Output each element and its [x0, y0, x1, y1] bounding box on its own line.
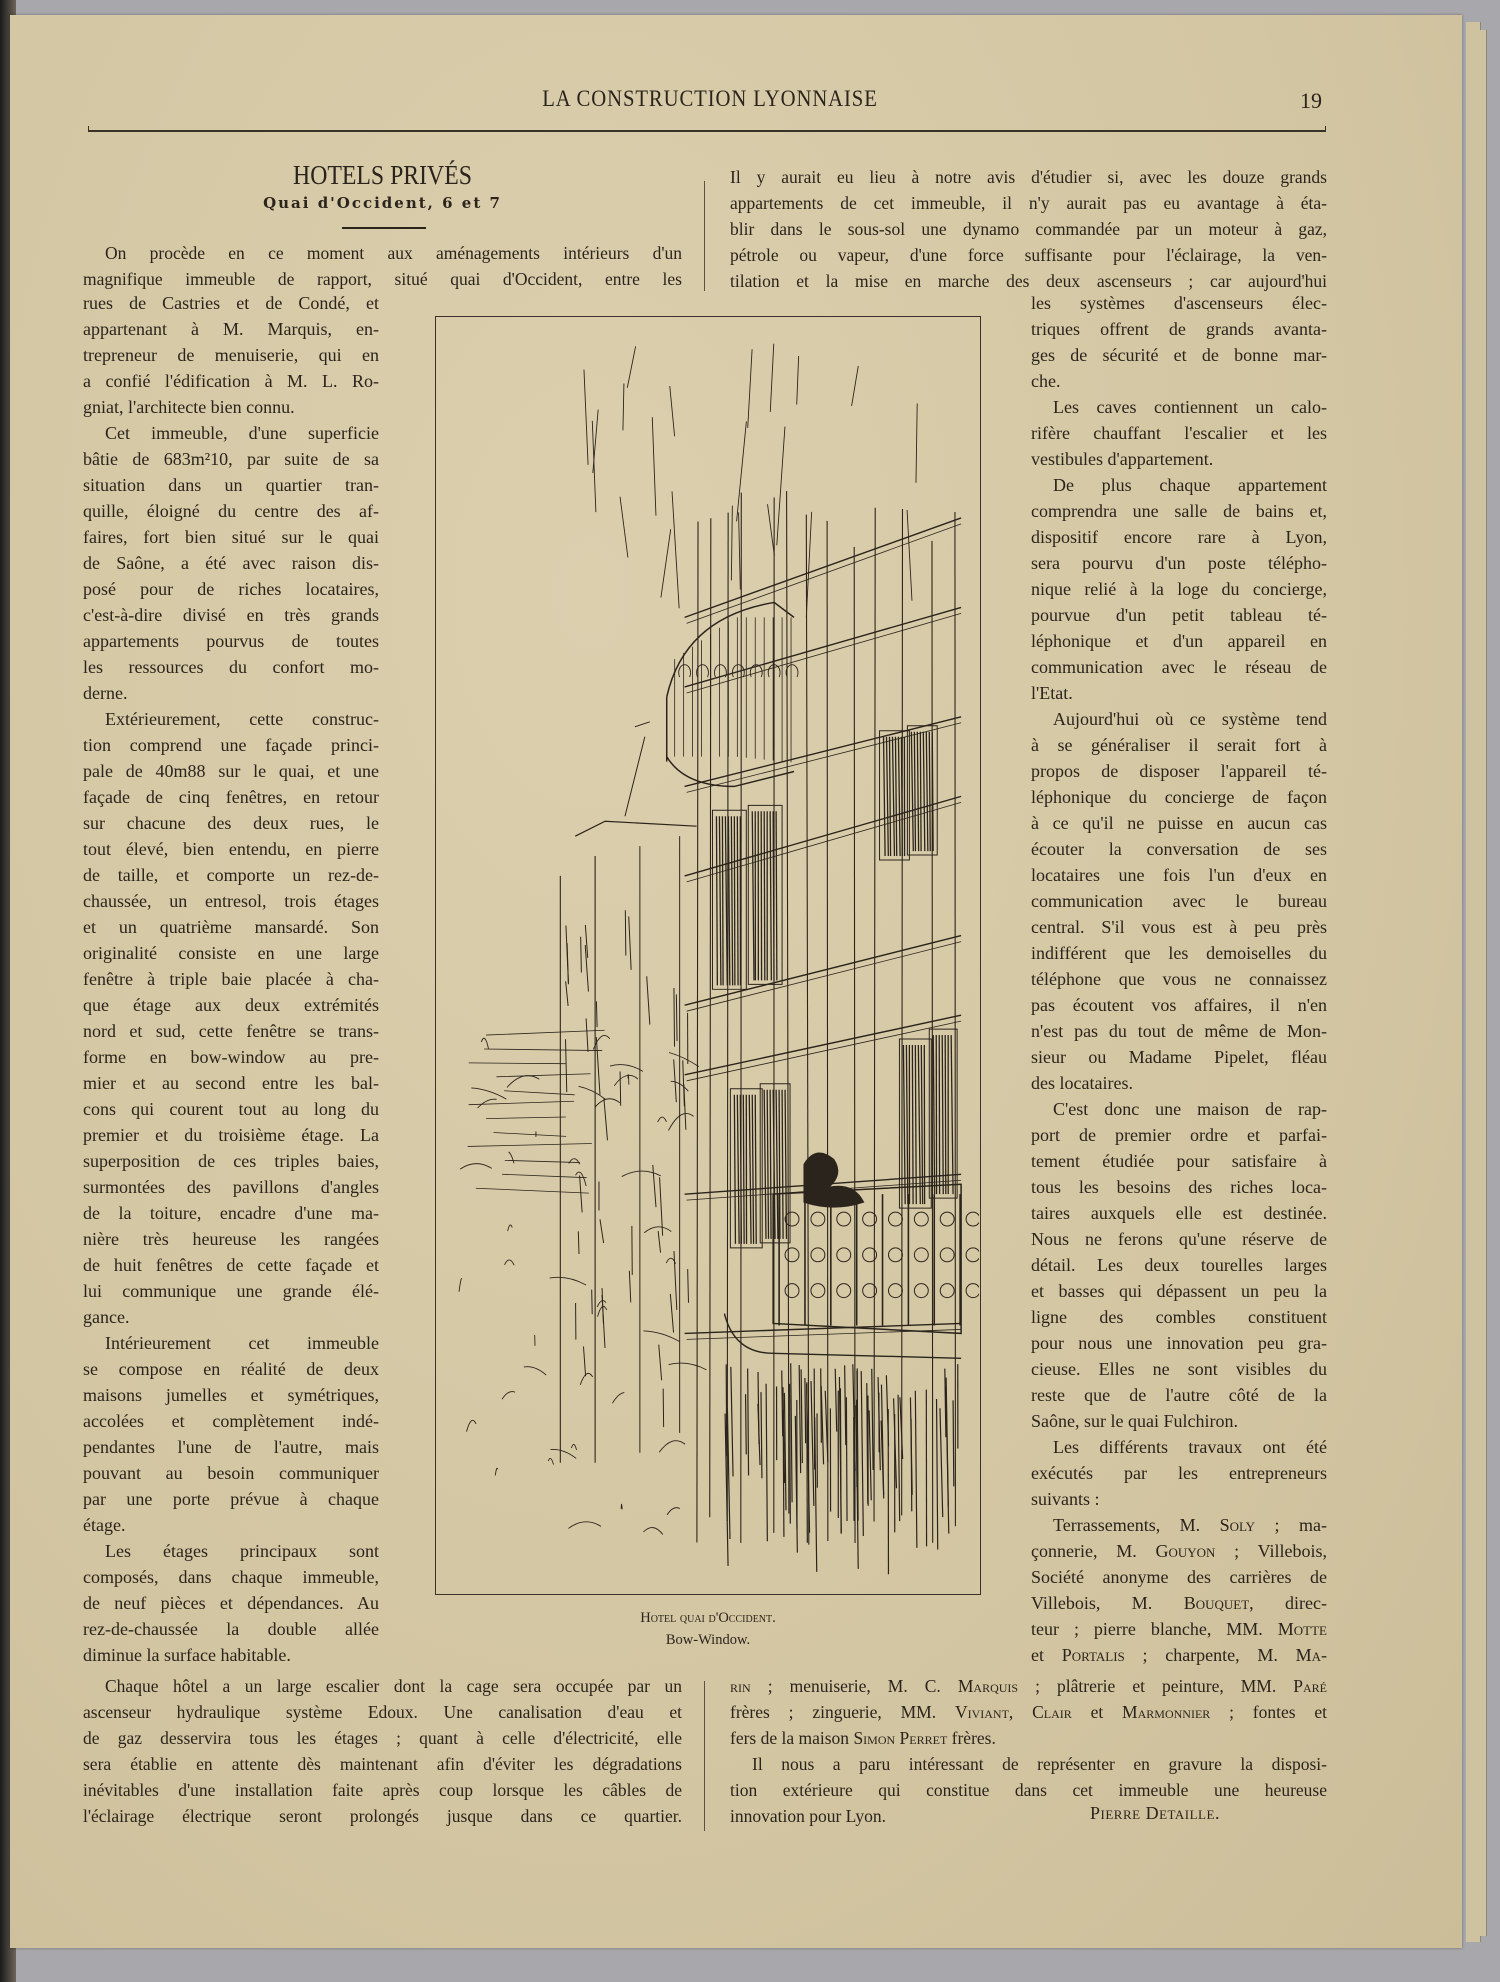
- text-line: tion comprend une façade princi-: [83, 735, 379, 755]
- text-line: bâtie de 683m²10, par suite de sa: [83, 449, 379, 469]
- text-segment: ; plâtrerie et peinture, MM.: [1018, 1676, 1294, 1696]
- building-bow-window-illustration: [436, 317, 979, 1593]
- text-line: c'est-à-dire divisé en très grands: [83, 605, 379, 625]
- text-line: Il nous a paru intéressant de représenter en gravure la disposi-: [752, 1754, 1327, 1774]
- text-line: vestibules d'appartement.: [1031, 449, 1214, 469]
- intro-text: [83, 240, 682, 292]
- text-line: se compose en réalité de deux: [83, 1359, 379, 1379]
- text-line: inévitables d'une installation faite après coup lorsque les câbles de: [83, 1780, 682, 1800]
- text-line: pendantes l'une de l'autre, mais: [83, 1437, 379, 1457]
- text-line: gance.: [83, 1307, 130, 1327]
- text-line: reste que de l'autre côté de la: [1031, 1385, 1327, 1405]
- text-segment: ; Villebois,: [1215, 1541, 1327, 1561]
- text-line: pas écoutent vos affaires, il n'en: [1031, 995, 1327, 1015]
- text-line: Extérieurement, cette construc-: [105, 709, 379, 729]
- text-line: rifère chauffant l'escalier et les: [1031, 423, 1327, 443]
- text-line: appartements pourvus de toutes: [83, 631, 379, 651]
- text-line: nique relié à la loge du concierge,: [1031, 579, 1327, 599]
- text-line: [1031, 1642, 1327, 1668]
- text-line: Chaque hôtel a un large escalier dont la cage sera occupée par un: [105, 1676, 682, 1696]
- text-line: que étage aux deux extrémités: [83, 995, 379, 1015]
- text-line: propos de disposer l'appareil té-: [1031, 761, 1327, 781]
- text-line: quille, éloigné du centre des af-: [83, 501, 379, 521]
- text-line: Il y aurait eu lieu à notre avis d'étudier si, avec les douze grands: [730, 167, 1327, 187]
- text-line: comprendra une salle de bains et,: [1031, 501, 1327, 521]
- text-line: façade de cinq fenêtres, en retour: [83, 787, 379, 807]
- text-line: détail. Les deux tourelles larges: [1031, 1255, 1327, 1275]
- author-signature: Pierre Detaille.: [1090, 1803, 1220, 1823]
- text-line: Saône, sur le quai Fulchiron.: [1031, 1411, 1238, 1431]
- text-line: nière très heureuse les rangées: [83, 1229, 379, 1249]
- text-segment: frères ; zinguerie, MM.: [730, 1702, 955, 1722]
- text-segment: Villebois, M.: [1031, 1593, 1184, 1613]
- text-line: Intérieurement cet immeuble: [105, 1333, 379, 1353]
- text-line: tement étudiée pour satisfaire à: [1031, 1151, 1327, 1171]
- text-line: port de premier ordre et parfai-: [1031, 1125, 1327, 1145]
- text-line: de Saône, a été avec raison dis-: [83, 553, 379, 573]
- street-scribbles: [459, 1030, 706, 1534]
- text-line: taires auxquels elle est destinée.: [1031, 1203, 1327, 1223]
- street-buildings: [560, 722, 696, 1463]
- text-line: communication avec le bureau: [1031, 891, 1327, 911]
- article-subtitle: Quai d'Occident, 6 et 7: [263, 194, 502, 212]
- proper-name: Clair: [1032, 1702, 1072, 1722]
- text-line: a confié l'édification à M. L. Ro-: [83, 371, 379, 391]
- text-line: pourvue d'un petit tableau té-: [1031, 605, 1327, 625]
- text-segment: , direc-: [1249, 1593, 1327, 1613]
- left-column-text: [83, 290, 379, 1668]
- text-line: situation dans un quartier tran-: [83, 475, 379, 495]
- text-line: forme en bow-window au pre-: [83, 1047, 379, 1067]
- text-line: innovation pour Lyon.: [730, 1806, 887, 1826]
- page-number: 19: [1300, 88, 1322, 113]
- text-line: suivants :: [1031, 1489, 1100, 1509]
- text-line: léphonique et d'un appareil en: [1031, 631, 1327, 651]
- text-line: magnifique immeuble de rapport, situé quai d'Occident, entre les: [83, 269, 682, 289]
- text-line: fenêtre à triple baie placée à cha-: [83, 969, 379, 989]
- proper-name: Bouquet: [1183, 1593, 1250, 1613]
- text-line: tion extérieure qui constitue dans cet immeuble une heureuse: [730, 1780, 1327, 1800]
- text-line: sur chacune des deux rues, le: [83, 813, 379, 833]
- text-line: les systèmes d'ascenseurs élec-: [1031, 293, 1327, 313]
- text-line: superposition de ces triples baies,: [83, 1151, 379, 1171]
- text-line: C'est donc une maison de rap-: [1053, 1099, 1327, 1119]
- text-line: étage.: [83, 1515, 126, 1535]
- text-line: faires, fort bien situé sur le quai: [83, 527, 379, 547]
- text-line: à se généraliser il serait fort à: [1031, 735, 1327, 755]
- text-line: premier et du troisième étage. La: [83, 1125, 379, 1145]
- bottom-left-text: [83, 1673, 682, 1829]
- text-line: [1031, 1512, 1327, 1538]
- text-line: tilation et la mise en marche des deux ascenseurs ; car aujourd'hui: [730, 271, 1327, 291]
- proper-name: Paré: [1293, 1676, 1327, 1696]
- text-segment: çonnerie, M.: [1031, 1541, 1156, 1561]
- bottom-right-text: [730, 1673, 1327, 1829]
- illustration-frame: [435, 316, 981, 1595]
- text-line: De plus chaque appartement: [1053, 475, 1327, 495]
- text-line: blir dans le sous-sol une dynamo commandée par un moteur à gaz,: [730, 219, 1327, 239]
- text-line: gniat, l'architecte bien connu.: [83, 397, 295, 417]
- text-line: derne.: [83, 683, 128, 703]
- text-line: composés, dans chaque immeuble,: [83, 1567, 379, 1587]
- text-line: sera pourvu d'un poste télépho-: [1031, 553, 1327, 573]
- text-line: n'est pas du tout de même de Mon-: [1031, 1021, 1327, 1041]
- proper-name: Soly: [1219, 1515, 1256, 1535]
- text-line: [1031, 1538, 1327, 1564]
- text-segment: ,: [1008, 1702, 1033, 1722]
- text-line: Les caves contiennent un calo-: [1053, 397, 1327, 417]
- text-line: à ce qu'il ne puisse en aucun cas: [1031, 813, 1327, 833]
- text-line: chaussée, un entresol, trois étages: [83, 891, 379, 911]
- proper-name: Ma-: [1295, 1645, 1327, 1665]
- text-segment: et: [1031, 1645, 1062, 1665]
- text-line: écouter la conversation de ses: [1031, 839, 1327, 859]
- text-line: maisons jumelles et symétriques,: [83, 1385, 379, 1405]
- upper-balcony: [667, 602, 798, 786]
- text-line: de la toiture, encadre d'une ma-: [83, 1203, 379, 1223]
- text-line: ascenseur hydraulique système Edoux. Une canalisation d'eau et: [83, 1702, 682, 1722]
- text-line: par une porte prévue à chaque: [83, 1489, 379, 1509]
- text-line: lui communique une grande élé-: [83, 1281, 379, 1301]
- text-line: les ressources du confort mo-: [83, 657, 379, 677]
- text-segment: frères.: [947, 1728, 996, 1748]
- text-line: rez-de-chaussée la double allée: [83, 1619, 379, 1639]
- text-line: cieuse. Elles ne sont visibles du: [1031, 1359, 1327, 1379]
- text-line: des locataires.: [1031, 1073, 1133, 1093]
- text-line: léphonique du concierge de façon: [1031, 787, 1327, 807]
- text-line: et un quatrième mansardé. Son: [83, 917, 379, 937]
- text-segment: ; fontes et: [1210, 1702, 1327, 1722]
- text-line: tous les besoins des riches loca-: [1031, 1177, 1327, 1197]
- text-line: [1031, 1616, 1327, 1642]
- text-line: trepreneur de menuiserie, qui en: [83, 345, 379, 365]
- right-top-text: [730, 164, 1327, 294]
- proper-name: Simon Perret: [853, 1728, 948, 1748]
- text-line: cons qui courent tout au long du: [83, 1099, 379, 1119]
- text-line: Société anonyme des carrières de: [1031, 1567, 1327, 1587]
- text-line: accolées et complètement indé-: [83, 1411, 379, 1431]
- header-rule: [88, 130, 1326, 132]
- text-line: pale de 40m88 sur le quai, et une: [83, 761, 379, 781]
- text-line: [730, 1673, 1327, 1699]
- text-line: l'éclairage électrique seront prolongés jusque dans ce quartier.: [83, 1806, 682, 1826]
- text-line: mier et au second entre les bal-: [83, 1073, 379, 1093]
- text-line: l'Etat.: [1031, 683, 1073, 703]
- text-line: indifférent que les demoiselles du: [1031, 943, 1327, 963]
- text-line: de huit fenêtres de cette façade et: [83, 1255, 379, 1275]
- text-segment: ; menuiserie, M. C.: [750, 1676, 958, 1696]
- proper-name: Viviant: [954, 1702, 1009, 1722]
- proper-name: Portalis: [1061, 1645, 1125, 1665]
- text-line: pouvant au besoin communiquer: [83, 1463, 379, 1483]
- text-line: Les étages principaux sont: [105, 1541, 379, 1561]
- running-title: LA CONSTRUCTION LYONNAISE: [542, 86, 878, 111]
- text-line: Cet immeuble, d'une superficie: [105, 423, 379, 443]
- title-divider: [342, 227, 426, 229]
- text-line: diminue la surface habitable.: [83, 1645, 291, 1665]
- text-line: de neuf pièces et dépendances. Au: [83, 1593, 379, 1613]
- text-line: de gaz desservira tous les étages ; quant à celle d'électricité, elle: [83, 1728, 682, 1748]
- text-line: de taille, et comporte un rez-de-: [83, 865, 379, 885]
- proper-name: Motte: [1277, 1619, 1327, 1639]
- text-line: et basses qui dépassent un peu la: [1031, 1281, 1327, 1301]
- text-segment: fers de la maison: [730, 1728, 854, 1748]
- figure-caption-subtitle: Bow-Window.: [665, 1632, 751, 1648]
- text-line: locataires une fois l'un d'eux en: [1031, 865, 1327, 885]
- text-line: [1031, 1590, 1327, 1616]
- text-segment: et: [1071, 1702, 1123, 1722]
- column-divider-bottom: [704, 1681, 705, 1831]
- text-line: communication avec le réseau de: [1031, 657, 1327, 677]
- text-line: sera établie en attente dès maintenant afin d'éviter les dégradations: [83, 1754, 682, 1774]
- text-line: dispositif encore rare à Lyon,: [1031, 527, 1327, 547]
- text-line: exécutés par les entrepreneurs: [1031, 1463, 1327, 1483]
- text-line: appartenant à M. Marquis, en-: [83, 319, 379, 339]
- text-line: Aujourd'hui où ce système tend: [1053, 709, 1327, 729]
- article-title: HOTELS PRIVÉS: [293, 160, 472, 190]
- text-line: che.: [1031, 371, 1061, 391]
- text-line: originalité consiste en une large: [83, 943, 379, 963]
- text-line: pétrole ou vapeur, d'une force suffisante pour l'éclairage, la ven-: [730, 245, 1327, 265]
- text-segment: teur ; pierre blanche, MM.: [1031, 1619, 1278, 1639]
- text-line: tout élevé, bien entendu, en pierre: [83, 839, 379, 859]
- text-line: nord et sud, cette fenêtre se trans-: [83, 1021, 379, 1041]
- text-segment: ; ma-: [1255, 1515, 1327, 1535]
- text-line: sieur ou Madame Pipelet, fléau: [1031, 1047, 1327, 1067]
- proper-name: rin: [730, 1676, 751, 1696]
- lower-facade-hatching: [725, 1363, 958, 1574]
- text-line: central. S'il vous est à peu près: [1031, 917, 1327, 937]
- text-segment: Terrassements, M.: [1053, 1515, 1220, 1535]
- text-line: [730, 1699, 1327, 1725]
- right-column-text: [1031, 290, 1327, 1668]
- text-segment: ; charpente, M.: [1124, 1645, 1296, 1665]
- text-line: ges de sécurité et de bonne mar-: [1031, 345, 1327, 365]
- proper-name: Marmonnier: [1122, 1702, 1211, 1722]
- text-line: Les différents travaux ont été: [1053, 1437, 1327, 1457]
- text-line: rues de Castries et de Condé, et: [83, 293, 379, 313]
- text-line: ligne des combles constituent: [1031, 1307, 1327, 1327]
- proper-name: Marquis: [957, 1676, 1019, 1696]
- text-line: [730, 1725, 1327, 1751]
- figure-caption-title: Hotel quai d'Occident.: [640, 1610, 776, 1626]
- text-line: Nous ne ferons qu'une réserve de: [1031, 1229, 1327, 1249]
- proper-name: Gouyon: [1155, 1541, 1216, 1561]
- text-line: téléphone que vous ne connaissez: [1031, 969, 1327, 989]
- text-line: triques offrent de grands avanta-: [1031, 319, 1327, 339]
- text-line: pour nous une innovation peu gra-: [1031, 1333, 1327, 1353]
- text-line: posé pour de riches locataires,: [83, 579, 379, 599]
- text-line: appartements de cet immeuble, il n'y aurait pas eu avantage à éta-: [730, 193, 1327, 213]
- facade-lines: [584, 344, 961, 1545]
- text-line: surmontées des pavillons d'angles: [83, 1177, 379, 1197]
- column-divider-top: [704, 181, 705, 291]
- text-line: On procède en ce moment aux aménagements intérieurs d'un: [105, 243, 682, 263]
